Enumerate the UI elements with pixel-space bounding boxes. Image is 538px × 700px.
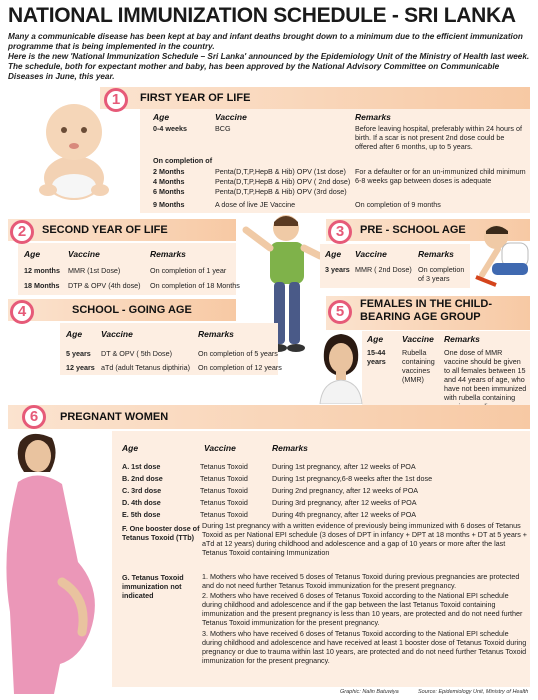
s5-header-age: Age — [367, 334, 384, 344]
s3-header-vaccine: Vaccine — [355, 249, 387, 259]
s6-row-d-remarks: During 3rd pregnancy, after 12 weeks of POA — [272, 498, 417, 507]
intro-paragraph-1: Many a communicable disease has been kept at bay and infant deaths brought down to a minimum due to the efficient immunization programme that is being implemented in the country. — [8, 32, 523, 51]
s5-header-vaccine: Vaccine — [402, 334, 434, 344]
s1-row2-vaccine: Penta(D,T,P,HepB & Hib) OPV (1st dose) — [215, 167, 346, 176]
s6-row-b-age: B. 2nd dose — [122, 474, 163, 483]
s4-header-vaccine: Vaccine — [101, 329, 133, 339]
s4-row1-remarks: On completion of 5 years — [198, 349, 278, 358]
section-2-number: 2 — [10, 220, 34, 244]
s6-row-g-point3: 3. Mothers who have received 6 doses of Tetanus Toxoid according to the National EPI schedule during childhood and adolescence and have received at least 1 booster dose of Tetanus Toxoid during pregnancy or due to trauma within last 10 years, are protected and do not need further Tetanus Toxoid immunization for the present pregnancy. — [202, 629, 527, 665]
section-6-title: PREGNANT WOMEN — [60, 411, 169, 423]
s2-header-vaccine: Vaccine — [68, 249, 100, 259]
s6-row-b-remarks: During 1st pregnancy,6-8 weeks after the 1st dose — [272, 474, 433, 483]
s3-header-remarks: Remarks — [418, 249, 454, 259]
s3-row1-vaccine: MMR ( 2nd Dose) — [355, 265, 412, 274]
intro-text — [8, 32, 530, 82]
s6-row-a-remarks: During 1st pregnancy, after 12 weeks of POA — [272, 462, 416, 471]
s1-header-remarks: Remarks — [355, 112, 391, 122]
pregnant-woman-illustration — [0, 432, 118, 694]
s1-row1-remarks: Before leaving hospital, preferably within 24 hours of birth. If a scar is not present 2nd dose could be offered after 6 months, up to 5 years. — [355, 124, 523, 151]
s6-row-d-vaccine: Tetanus Toxoid — [200, 498, 248, 507]
section-5-title-line2: BEARING AGE GROUP — [360, 311, 481, 323]
s6-row-a-age: A. 1st dose — [122, 462, 161, 471]
section-5-number: 5 — [328, 300, 352, 324]
s1-row3-age: 4 Months — [153, 177, 185, 186]
s6-row-c-vaccine: Tetanus Toxoid — [200, 486, 248, 495]
s5-row1-age: 15-44 years — [367, 348, 386, 366]
s6-row-e-remarks: During 4th pregnancy, after 12 weeks of POA — [272, 510, 417, 519]
s6-row-c-remarks: During 2nd pregnancy, after 12 weeks of POA — [272, 486, 419, 495]
s5-row1-vaccine: Rubella containing vaccines (MMR) — [402, 348, 435, 384]
s1-row1-age: 0-4 weeks — [153, 124, 187, 133]
s2-row1-remarks: On completion of 1 year — [150, 266, 227, 275]
s3-row1-remarks: On completion of 3 years — [418, 265, 465, 283]
baby-illustration — [30, 90, 120, 205]
s6-row-g-point1: 1. Mothers who have received 5 doses of Tetanus Toxoid during previous pregnancies are protected and do not need further Tetanus Toxoid immunization for the present pregnancy. — [202, 572, 520, 590]
child-drawing-illustration — [462, 215, 534, 297]
section-1-number: 1 — [104, 88, 128, 112]
s1-row5-remarks: On completion of 9 months — [355, 200, 441, 209]
s1-header-vaccine: Vaccine — [215, 112, 247, 122]
section-5-title-line1: FEMALES IN THE CHILD- — [360, 298, 492, 310]
section-3-title: PRE - SCHOOL AGE — [360, 224, 466, 236]
s1-row5-age: 9 Months — [153, 200, 185, 209]
s6-row-e-age: E. 5th dose — [122, 510, 161, 519]
s5-row1-remarks: One dose of MMR vaccine should be given to all females between 15 and 44 years of age, who have not been immunized with rubella containing — [444, 348, 527, 402]
s6-row-f-label: F. One booster dose of Tetanus Toxoid (TTb) — [122, 524, 200, 542]
s2-row2-vaccine: DTP & OPV (4th dose) — [68, 281, 141, 290]
s6-header-vaccine: Vaccine — [204, 443, 236, 453]
s6-header-age: Age — [122, 443, 139, 453]
s5-header-remarks: Remarks — [444, 334, 480, 344]
s4-row2-vaccine: aTd (adult Tetanus dipthiria) — [101, 363, 190, 372]
s3-row1-age: 3 years — [325, 265, 350, 274]
credit-graphic: Graphic: Nalin Batuwiya — [340, 689, 399, 695]
s1-completion-label: On completion of — [153, 156, 213, 165]
section-1-title: FIRST YEAR OF LIFE — [140, 92, 251, 104]
s4-row1-age: 5 years — [66, 349, 91, 358]
page-title: NATIONAL IMMUNIZATION SCHEDULE - SRI LANKA — [8, 4, 516, 27]
s4-header-remarks: Remarks — [198, 329, 234, 339]
s6-row-e-vaccine: Tetanus Toxoid — [200, 510, 248, 519]
s6-row-b-vaccine: Tetanus Toxoid — [200, 474, 248, 483]
section-3-number: 3 — [328, 220, 352, 244]
s6-row-d-age: D. 4th dose — [122, 498, 161, 507]
s1-row4-age: 6 Months — [153, 187, 185, 196]
intro-paragraph-2: Here is the new 'National Immunization Schedule – Sri Lanka' announced by the Epidemiology Unit of the Ministry of Health last week. The schedule, both for expectant mother and baby, has been approved by the National Advisory Committee on Communicable Diseases in June, this year. — [8, 52, 530, 81]
s2-row2-age: 18 Months — [24, 281, 60, 290]
s6-row-g-label: G. Tetanus Toxoid immunization not indicated — [122, 573, 184, 600]
s4-row2-remarks: On completion of 12 years — [198, 363, 282, 372]
s1-row3-vaccine: Penta(D,T,P,HepB & Hib) OPV ( 2nd dose) — [215, 177, 351, 186]
s1-header-age: Age — [153, 112, 170, 122]
s1-row5-vaccine: A dose of live JE Vaccine — [215, 200, 296, 209]
section-6-number: 6 — [22, 405, 46, 429]
section-4-title: SCHOOL - GOING AGE — [72, 304, 192, 316]
s2-row1-age: 12 months — [24, 266, 60, 275]
s2-row1-vaccine: MMR (1st Dose) — [68, 266, 121, 275]
s6-header-remarks: Remarks — [272, 443, 308, 453]
credit-source: Source: Epidemiology Unit, Ministry of Health — [418, 689, 529, 695]
section-2-title: SECOND YEAR OF LIFE — [42, 224, 168, 236]
s2-header-remarks: Remarks — [150, 249, 186, 259]
s4-row1-vaccine: DT & OPV ( 5th Dose) — [101, 349, 172, 358]
s6-row-a-vaccine: Tetanus Toxoid — [200, 462, 248, 471]
s1-row2-age: 2 Months — [153, 167, 185, 176]
s1-row4-vaccine: Penta(D,T,P,HepB & Hib) OPV (3rd dose) — [215, 187, 347, 196]
s6-row-g-point2: 2. Mothers who have received 6 doses of Tetanus Toxoid according to the National EPI schedule during childhood and adolescence and if the gap between the last Tetanus Toxoid containing immunization and the present pregnancy is less than 10 years, are protected and do not need further Tetanus Toxoid immunization for the present pregnancy. — [202, 591, 523, 627]
s4-row2-age: 12 years — [66, 363, 95, 372]
s2-row2-remarks: On completion of 18 Months — [150, 281, 240, 290]
s1-row1-vaccine: BCG — [215, 124, 231, 133]
s6-row-f-remarks: During 1st pregnancy with a written evidence of previously being immunized with 6 doses of Tetanus Toxoid as per National EPI schedule (3 doses of DPT in infancy + DPT at 18 months + DT at 5 years + aTd at 12 years) during childhood and adolescence and a gap of 10 years or more after the last Tetanus Toxoid containing Immunization — [202, 521, 528, 557]
s3-header-age: Age — [325, 249, 342, 259]
s4-header-age: Age — [66, 329, 83, 339]
woman-portrait-illustration — [318, 330, 364, 404]
s2-header-age: Age — [24, 249, 41, 259]
s6-row-c-age: C. 3rd dose — [122, 486, 162, 495]
section-4-number: 4 — [10, 300, 34, 324]
s1-rows2-4-remarks: For a defaulter or for an un-immunized child minimum 6-8 weeks gap between doses is adequate — [355, 167, 526, 185]
